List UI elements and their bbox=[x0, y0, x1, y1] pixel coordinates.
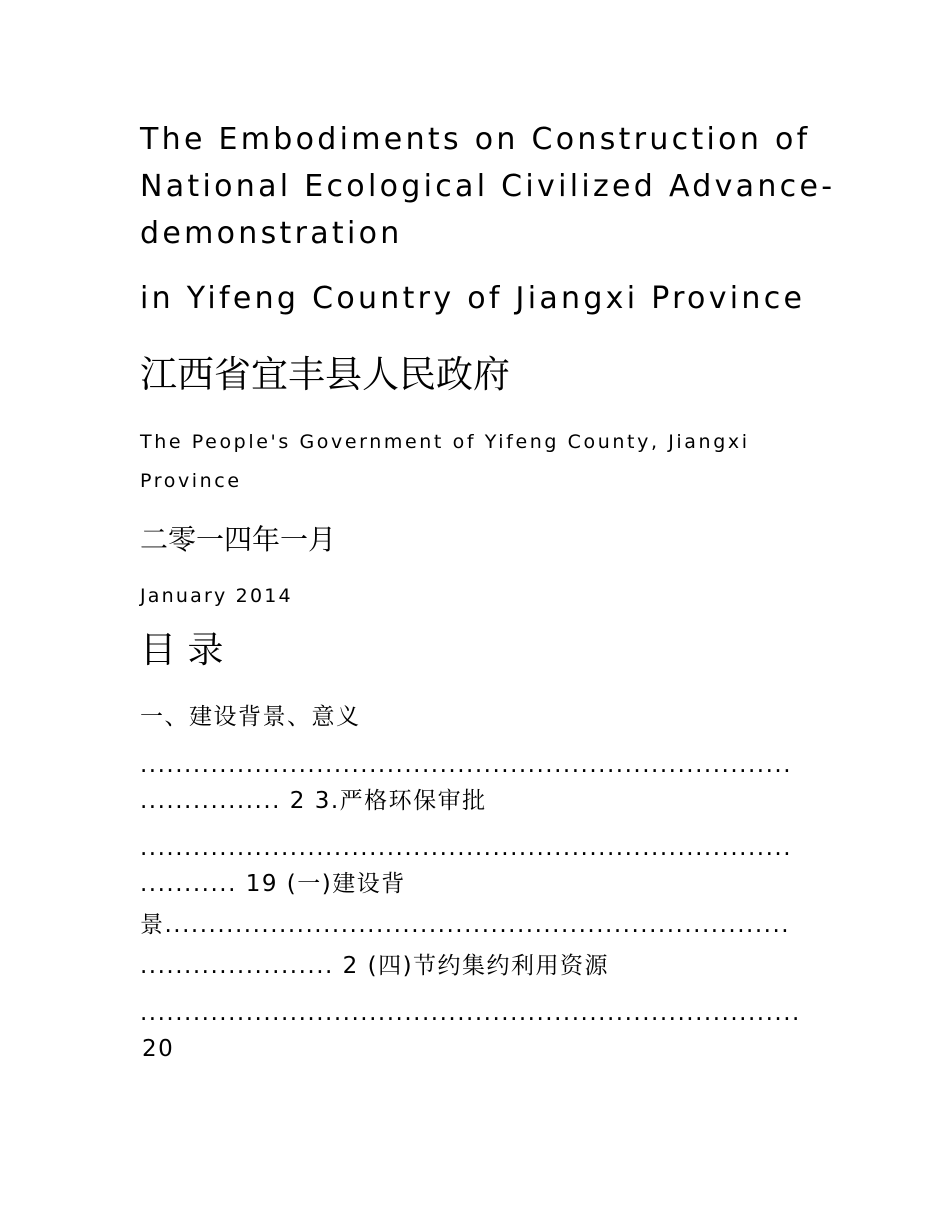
government-name-en-line-2: Province bbox=[140, 470, 242, 492]
toc-leader-dots: .......................................................................... bbox=[140, 835, 793, 861]
document-title-line-1: The Embodiments on Construction of bbox=[140, 122, 811, 157]
date-en: January 2014 bbox=[140, 585, 293, 607]
date-cn: 二零一四年一月 bbox=[140, 523, 337, 556]
toc-leader-dots: .......................................................................... bbox=[140, 752, 793, 778]
toc-line: ................ 2 3.严格环保审批 bbox=[140, 788, 487, 814]
government-name-cn: 江西省宜丰县人民政府 bbox=[140, 353, 510, 396]
toc-line: 一、建设背景、意义 bbox=[140, 704, 361, 730]
document-title-line-4: in Yifeng Country of Jiangxi Province bbox=[140, 281, 806, 316]
toc-leader-dots: ........................................................................... bbox=[140, 1000, 801, 1026]
document-title-line-3: demonstration bbox=[140, 216, 403, 251]
toc-heading: 目 录 bbox=[140, 630, 224, 671]
toc-line: 景....................................................................... bbox=[140, 912, 791, 938]
government-name-en-line-1: The People's Government of Yifeng County, Jiangxi bbox=[140, 431, 750, 453]
toc-line: ........... 19 (一)建设背 bbox=[140, 871, 406, 897]
toc-page-number: 20 bbox=[142, 1036, 175, 1062]
document-title-line-2: National Ecological Civilized Advance- bbox=[140, 169, 836, 204]
toc-line: ...................... 2 (四)节约集约利用资源 bbox=[140, 953, 610, 979]
